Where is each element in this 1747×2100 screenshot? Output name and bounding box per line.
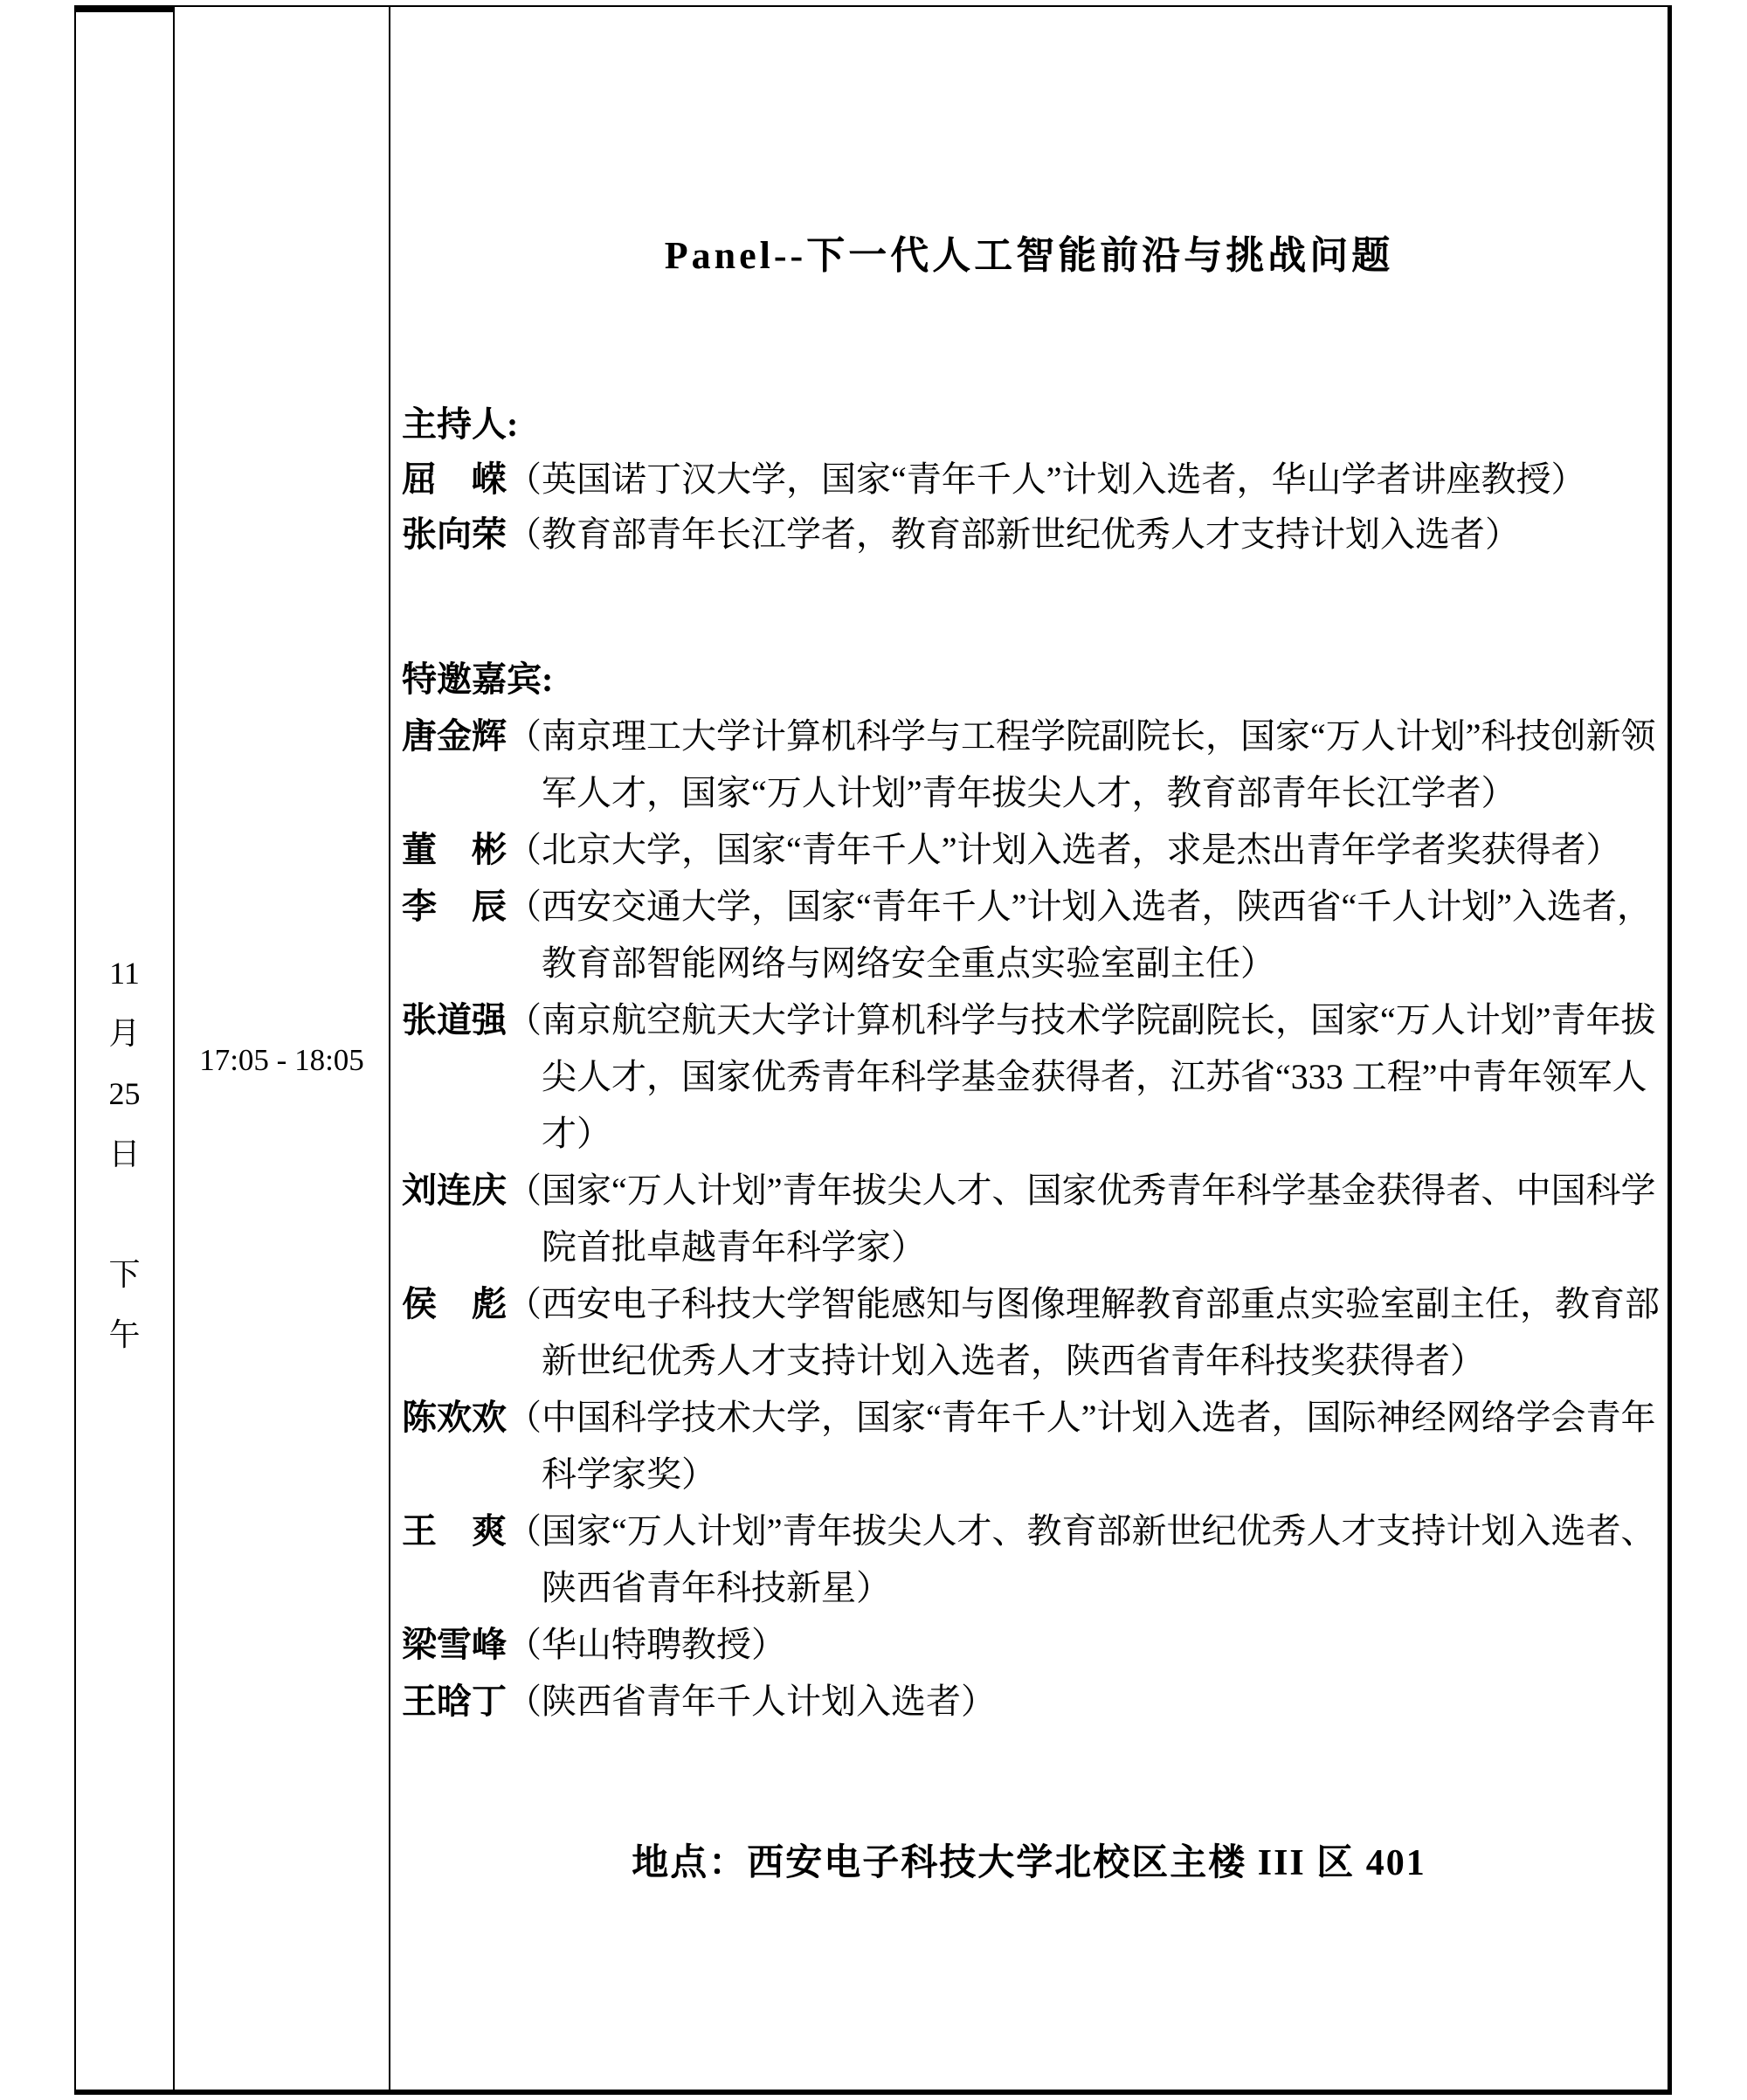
guest-desc: （华山特聘教授） <box>507 1625 786 1664</box>
guest-entry-continuation: 军人才，国家“万人计划”青年拔尖人才，教育部青年长江学者） <box>542 773 1516 812</box>
date-line: 午 <box>108 1317 141 1352</box>
guest-entry <box>402 1275 1662 1332</box>
guest-entry <box>402 991 1662 1048</box>
guest-desc: （西安交通大学，国家“青年千人”计划入选者，陕西省“千人计划”入选者， <box>507 887 1653 926</box>
guest-name: 陈欢欢 <box>402 1398 507 1437</box>
guest-name: 梁雪峰 <box>402 1625 507 1664</box>
moderators-list <box>402 452 1662 562</box>
location-line: 地点：西安电子科技大学北校区主楼 III 区 401 <box>632 1843 1426 1883</box>
moderator-entry <box>402 507 1662 562</box>
guest-desc: （南京航空航天大学计算机科学与技术学院副院长，国家“万人计划”青年拔 <box>507 1000 1656 1040</box>
date-line: 月 <box>108 1016 141 1051</box>
guest-desc: （国家“万人计划”青年拔尖人才、国家优秀青年科学基金获得者、中国科学 <box>507 1171 1656 1210</box>
guest-entry <box>402 1389 1662 1446</box>
guests-label: 特邀嘉宾: <box>402 660 554 699</box>
guest-desc: （北京大学，国家“青年千人”计划入选者，求是杰出青年学者奖获得者） <box>507 830 1621 869</box>
date-line: 下 <box>108 1257 141 1292</box>
guest-name: 张道强 <box>402 1000 507 1040</box>
guests-section <box>402 651 1662 1730</box>
moderator-entry <box>402 452 1662 507</box>
guest-name: 李 辰 <box>402 887 507 926</box>
guest-entry <box>402 878 1662 935</box>
guest-desc: （西安电子科技大学智能感知与图像理解教育部重点实验室副主任，教育部 <box>507 1284 1660 1323</box>
date-cell <box>76 7 173 2090</box>
guest-entry <box>402 1502 1662 1559</box>
guest-name: 王 爽 <box>402 1511 507 1551</box>
guests-list <box>402 708 1662 1730</box>
moderator-name: 张向荣 <box>402 515 507 554</box>
guest-entry-continuation: 教育部智能网络与网络安全重点实验室副主任） <box>542 943 1275 983</box>
date-line: 日 <box>108 1136 141 1171</box>
date-line <box>76 1185 173 1245</box>
schedule-table <box>74 5 1672 2095</box>
date-line: 25 <box>108 1076 141 1111</box>
guest-entry-continuation: 新世纪优秀人才支持计划入选者，陕西省青年科技奖获得者） <box>542 1341 1485 1380</box>
session-cell <box>390 7 1668 2090</box>
guest-entry-continuation: 院首批卓越青年科学家） <box>542 1227 926 1267</box>
guest-entry <box>402 708 1662 764</box>
guest-entry <box>402 1616 1662 1673</box>
guest-name: 侯 彪 <box>402 1284 507 1323</box>
guest-desc: （陕西省青年千人计划入选者） <box>507 1682 996 1721</box>
guest-name: 刘连庆 <box>402 1171 507 1210</box>
guest-entry <box>402 1162 1662 1219</box>
guest-entry-continuation: 尖人才，国家优秀青年科学基金获得者，江苏省“333 工程”中青年领军人 <box>542 1057 1647 1096</box>
guest-name: 唐金辉 <box>402 716 507 756</box>
guest-entry-continuation: 科学家奖） <box>542 1454 716 1494</box>
date-line: 11 <box>109 956 140 991</box>
guest-desc: （国家“万人计划”青年拔尖人才、教育部新世纪优秀人才支持计划入选者、 <box>507 1511 1656 1551</box>
moderators-label: 主持人: <box>402 404 519 444</box>
guest-name: 董 彬 <box>402 830 507 869</box>
guest-desc: （南京理工大学计算机科学与工程学院副院长，国家“万人计划”科技创新领 <box>507 716 1656 756</box>
guest-entry-continuation: 陕西省青年科技新星） <box>542 1568 891 1607</box>
guest-entry <box>402 1673 1662 1730</box>
moderators-section <box>402 397 1662 562</box>
moderator-desc: （英国诺丁汉大学，国家“青年千人”计划入选者，华山学者讲座教授） <box>507 459 1586 499</box>
date-text <box>76 943 173 1365</box>
session-title: Panel--下一代人工智能前沿与挑战问题 <box>664 234 1394 277</box>
guest-desc: （中国科学技术大学，国家“青年千人”计划入选者，国际神经网络学会青年 <box>507 1398 1656 1437</box>
moderator-name: 屈 嵘 <box>402 459 507 499</box>
guest-name: 王晗丁 <box>402 1682 507 1721</box>
time-cell <box>175 7 389 2090</box>
moderator-desc: （教育部青年长江学者，教育部新世纪优秀人才支持计划入选者） <box>507 515 1520 554</box>
time-range: 17:05 - 18:05 <box>199 1043 364 1077</box>
guest-entry-continuation: 才） <box>542 1114 611 1153</box>
guest-entry <box>402 821 1662 878</box>
